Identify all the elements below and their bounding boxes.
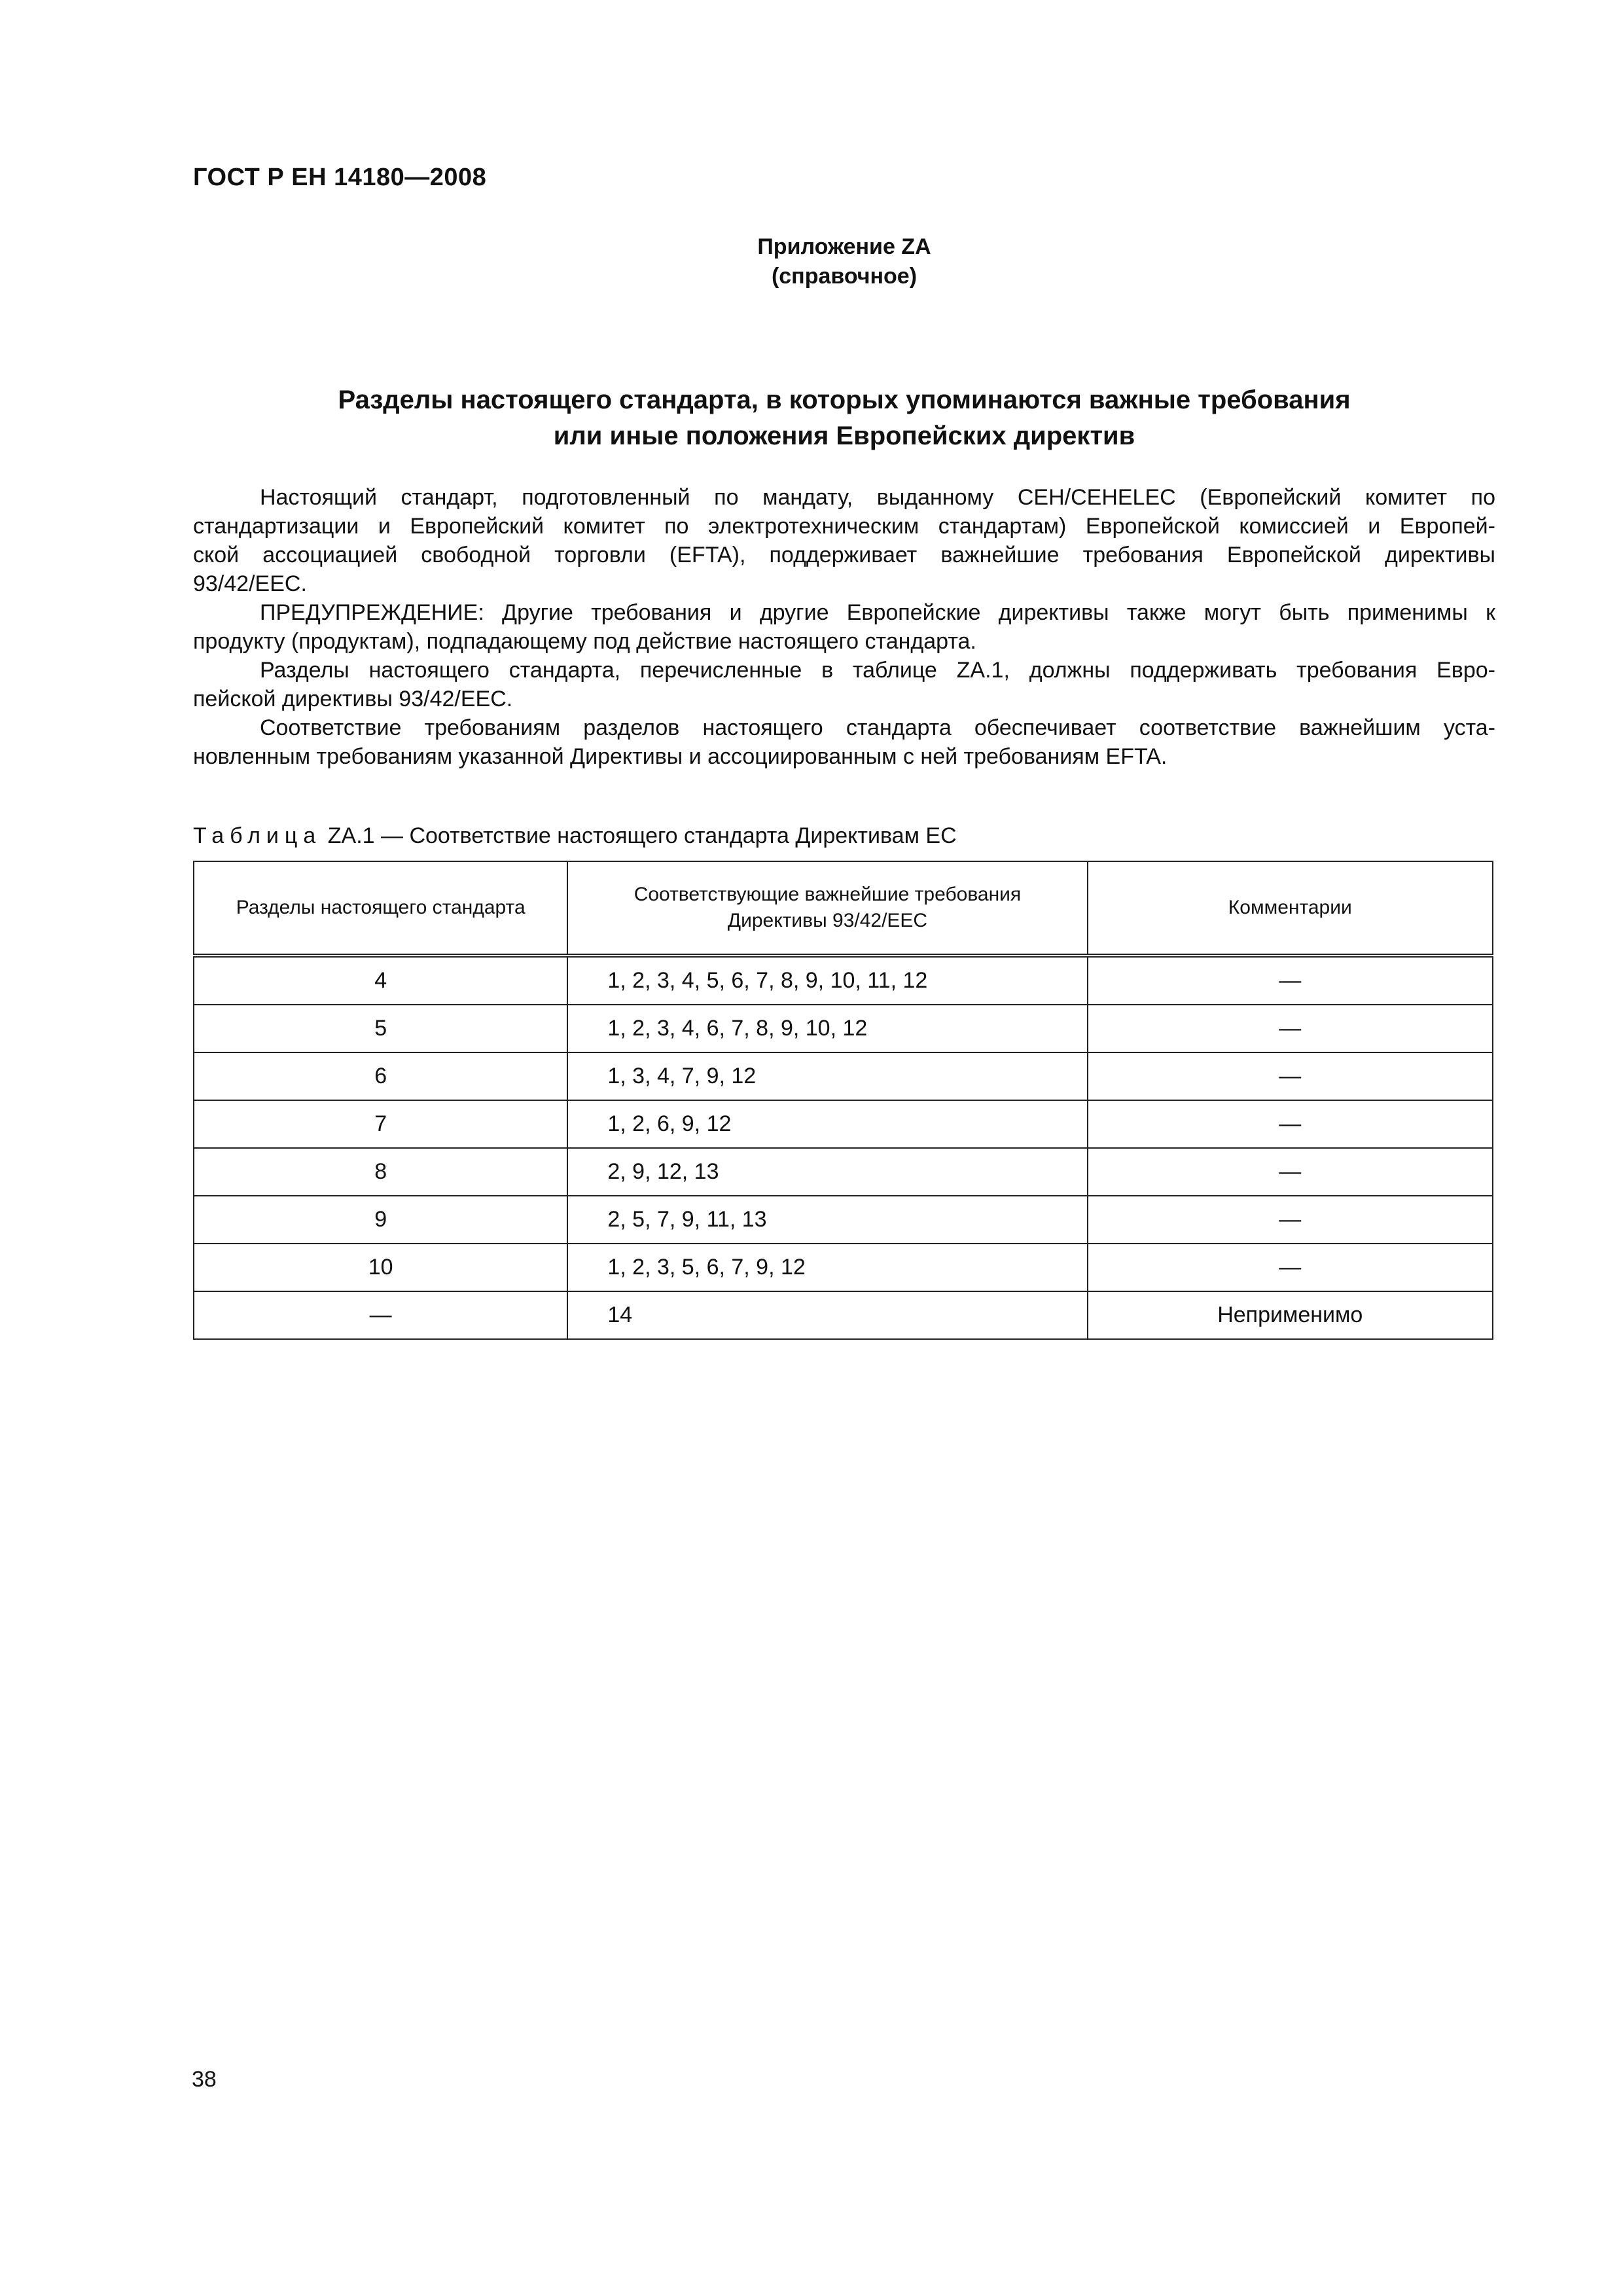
- table-row: [194, 1196, 1493, 1244]
- paragraph-line: стандартизации и Европейский комитет по электротехническим стандартам) Европейской комиссией и Европей-: [193, 514, 1495, 539]
- table-row: [194, 1100, 1493, 1148]
- page-number: 38: [192, 2067, 217, 2092]
- paragraph-line: Разделы настоящего стандарта, перечисленные в таблице ZA.1, должны поддерживать требования Евро-: [260, 658, 1495, 683]
- cell-requirements: 1, 2, 3, 4, 6, 7, 8, 9, 10, 12: [567, 1005, 1087, 1052]
- table-caption: [193, 823, 957, 849]
- paragraph-line: пейской директивы 93/42/EEC.: [193, 687, 513, 711]
- cell-section: 6: [194, 1052, 567, 1100]
- document-code: ГОСТ Р ЕН 14180—2008: [193, 164, 487, 191]
- warning-line: ПРЕДУПРЕЖДЕНИЕ: Другие требования и другие Европейские директивы также могут быть применимы к: [260, 600, 1495, 625]
- table-caption-text: ZA.1 — Соответствие настоящего стандарта Директивам ЕС: [327, 823, 957, 848]
- cell-requirements: 2, 9, 12, 13: [567, 1148, 1087, 1196]
- header-sections: Разделы настоящего стандарта: [194, 861, 567, 956]
- paragraph-line: новленным требованиям указанной Директивы и ассоциированным с ней требованиям EFTA.: [193, 744, 1168, 769]
- cell-requirements: 1, 2, 6, 9, 12: [567, 1100, 1087, 1148]
- section-title-line-2: или иные положения Европейских директив: [553, 422, 1135, 450]
- annex-title: Приложение ZA: [757, 234, 931, 259]
- cell-section: 4: [194, 956, 567, 1005]
- correspondence-table: [193, 861, 1493, 1340]
- annex-kind: (справочное): [771, 264, 918, 289]
- cell-section: 8: [194, 1148, 567, 1196]
- table-row: [194, 1005, 1493, 1052]
- paragraph-line: Соответствие требованиям разделов настоящего стандарта обеспечивает соответствие важнейшим уста-: [260, 715, 1495, 740]
- table-header-row: [194, 861, 1493, 956]
- cell-requirements: 1, 2, 3, 5, 6, 7, 9, 12: [567, 1244, 1087, 1291]
- cell-section: 9: [194, 1196, 567, 1244]
- cell-comment: Неприменимо: [1088, 1291, 1493, 1339]
- header-comments: Комментарии: [1088, 861, 1493, 956]
- table-row: [194, 1148, 1493, 1196]
- cell-comment: —: [1088, 1196, 1493, 1244]
- cell-requirements: 14: [567, 1291, 1087, 1339]
- paragraph-line: Настоящий стандарт, подготовленный по мандату, выданному CEH/CEHELEC (Европейский комитет по: [260, 485, 1495, 510]
- cell-comment: —: [1088, 1052, 1493, 1100]
- cell-requirements: 1, 2, 3, 4, 5, 6, 7, 8, 9, 10, 11, 12: [567, 956, 1087, 1005]
- paragraph-line: ской ассоциацией свободной торговли (EFTA), поддерживает важнейшие требования Европейской директивы: [193, 543, 1495, 567]
- paragraph-line: 93/42/EEC.: [193, 571, 307, 596]
- table-row: [194, 1291, 1493, 1339]
- cell-requirements: 2, 5, 7, 9, 11, 13: [567, 1196, 1087, 1244]
- cell-section: 10: [194, 1244, 567, 1291]
- section-title-line-1: Разделы настоящего стандарта, в которых упоминаются важные требования: [338, 386, 1351, 414]
- cell-section: —: [194, 1291, 567, 1339]
- warning-line: продукту (продуктам), подпадающему под действие настоящего стандарта.: [193, 629, 976, 654]
- cell-comment: —: [1088, 1244, 1493, 1291]
- cell-comment: —: [1088, 1100, 1493, 1148]
- table-caption-label: Таблица: [193, 823, 322, 848]
- table-row: [194, 1052, 1493, 1100]
- cell-comment: —: [1088, 956, 1493, 1005]
- cell-section: 5: [194, 1005, 567, 1052]
- header-requirements: [567, 861, 1087, 956]
- cell-section: 7: [194, 1100, 567, 1148]
- header-requirements-text: Соответствующие важнейшие требования Директивы 93/42/EEC: [633, 884, 1022, 931]
- cell-comment: —: [1088, 1005, 1493, 1052]
- table-row: [194, 1244, 1493, 1291]
- table-row: [194, 956, 1493, 1005]
- cell-requirements: 1, 3, 4, 7, 9, 12: [567, 1052, 1087, 1100]
- cell-comment: —: [1088, 1148, 1493, 1196]
